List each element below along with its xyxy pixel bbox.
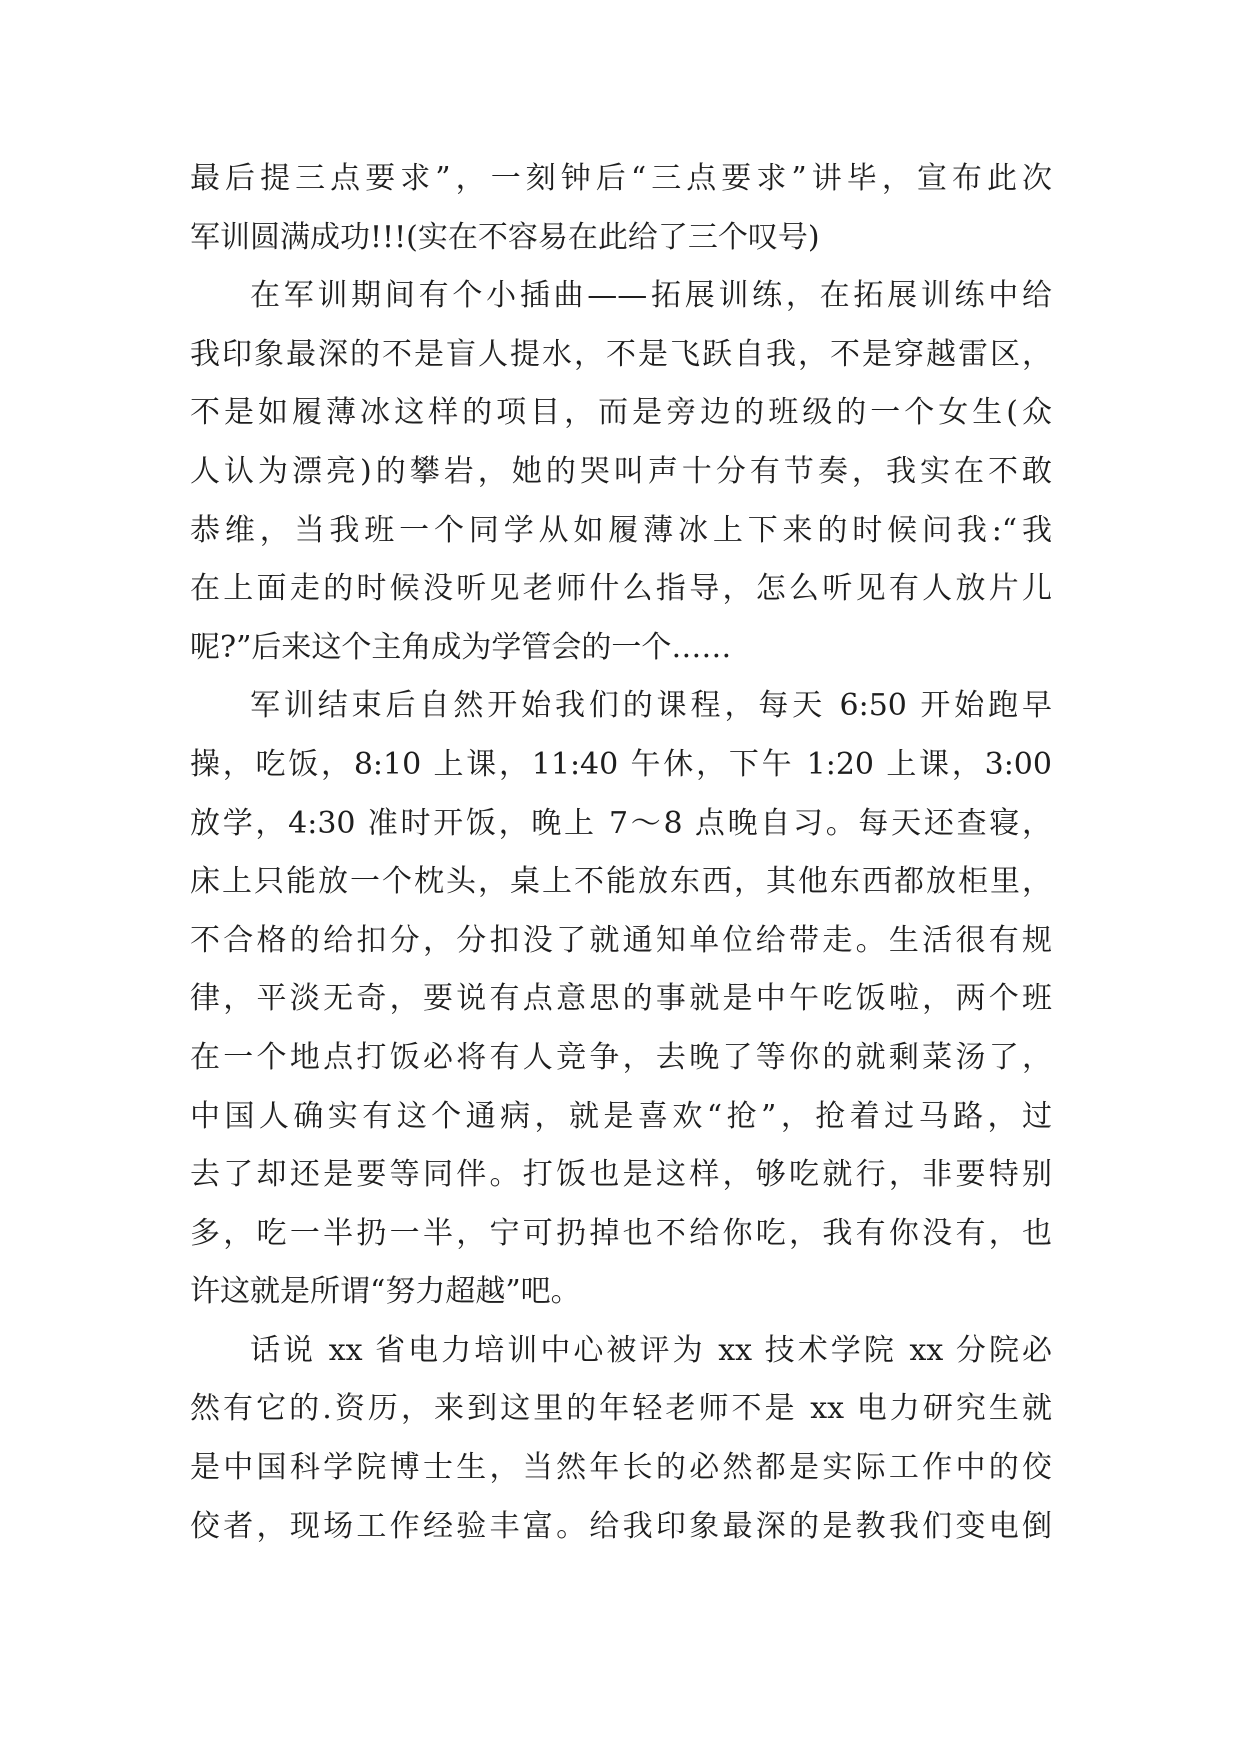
text-line: 然有它的.资历，来到这里的年轻老师不是 xx 电力研究生就 <box>190 1391 1052 1427</box>
text-line: 话说 xx 省电力培训中心被评为 xx 技术学院 xx 分院必 <box>250 1332 1052 1368</box>
text-line: 去了却还是要等同伴。打饭也是这样，够吃就行，非要特别 <box>190 1157 1052 1193</box>
text-line: 中国人确实有这个通病，就是喜欢“抢”，抢着过马路，过 <box>190 1098 1052 1134</box>
text-line: 律，平淡无奇，要说有点意思的事就是中午吃饭啦，两个班 <box>190 981 1052 1017</box>
text-line: 在上面走的时候没听见老师什么指导，怎么听见有人放片儿 <box>190 571 1052 607</box>
document-page <box>190 150 1052 1556</box>
text-line: 在一个地点打饭必将有人竞争，去晚了等你的就剩菜汤了， <box>190 1039 1052 1075</box>
text-line: 我印象最深的不是盲人提水，不是飞跃自我，不是穿越雷区， <box>190 336 1052 372</box>
text-line: 恭维，当我班一个同学从如履薄冰上下来的时候问我:“我 <box>190 512 1052 548</box>
text-line: 军训结束后自然开始我们的课程，每天 6:50 开始跑早 <box>250 688 1052 724</box>
text-line: 不合格的给扣分，分扣没了就通知单位给带走。生活很有规 <box>190 922 1052 958</box>
text-line: 床上只能放一个枕头，桌上不能放东西，其他东西都放柜里， <box>190 864 1052 900</box>
text-line: 多，吃一半扔一半，宁可扔掉也不给你吃，我有你没有，也 <box>190 1215 1052 1251</box>
text-line: 放学，4:30 准时开饭，晚上 7～8 点晚自习。每天还查寝， <box>190 805 1052 841</box>
document-body <box>190 150 1052 1556</box>
text-line: 在军训期间有个小插曲——拓展训练，在拓展训练中给 <box>250 278 1052 314</box>
text-line: 佼者，现场工作经验丰富。给我印象最深的是教我们变电倒 <box>190 1508 1052 1544</box>
text-line: 许这就是所谓“努力超越”吧。 <box>190 1274 581 1310</box>
text-line: 是中国科学院博士生，当然年长的必然都是实际工作中的佼 <box>190 1450 1052 1486</box>
text-line: 呢?”后来这个主角成为学管会的一个…… <box>190 629 732 665</box>
text-line: 人认为漂亮)的攀岩，她的哭叫声十分有节奏，我实在不敢 <box>190 453 1052 489</box>
text-line: 不是如履薄冰这样的项目，而是旁边的班级的一个女生(众 <box>190 395 1052 431</box>
text-line: 最后提三点要求”，一刻钟后“三点要求”讲毕，宣布此次 <box>190 161 1052 196</box>
text-line: 操，吃饭，8:10 上课，11:40 午休，下午 1:20 上课，3:00 <box>190 746 1052 782</box>
text-line: 军训圆满成功!!!(实在不容易在此给了三个叹号) <box>190 219 820 255</box>
